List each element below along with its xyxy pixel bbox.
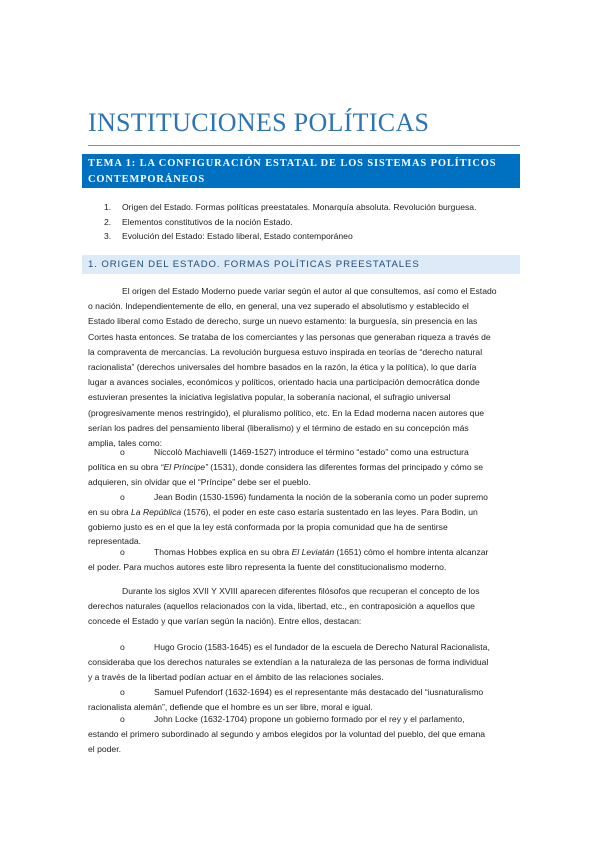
list-item-locke [88, 712, 520, 756]
paragraph-natural-rights [88, 584, 520, 630]
work-title: El Leviatán [291, 547, 335, 557]
list-item-text: Niccolò Machiavelli (1469-1527) introduce el término “estado” como una estructura [154, 447, 469, 457]
toc-item [104, 200, 476, 215]
paragraph-line: Estado liberal como Estado de derecho, surge un nuevo estamento: la burguesía, sin presencia en las [88, 316, 478, 327]
toc-number: 2. [104, 216, 112, 227]
toc-text: Evolución del Estado: Estado liberal, Estado contemporáneo [122, 231, 353, 241]
toc-number: 3. [104, 231, 112, 241]
list-item-bodin [88, 490, 520, 549]
paragraph-line: o nación. Independientemente de ello, en general, una vez superado el absolutismo y establecido el [88, 301, 469, 312]
toc-text: Origen del Estado. Formas políticas preestatales. Monarquía absoluta. Revolución burguesa. [122, 202, 477, 212]
list-item-text: (1651) cómo el hombre intenta alcanzar [334, 547, 489, 557]
toc-item [104, 215, 476, 230]
list-item-text: consideraba que los derechos naturales se extendían a la naturaleza de las personas de forma individual [88, 656, 489, 667]
list-item-text: y a través de la libertad podían actuar en el ámbito de las relaciones sociales. [88, 671, 384, 682]
list-item-text: Hugo Grocio (1583-1645) es el fundador de la escuela de Derecho Natural Racionalista, [154, 642, 490, 652]
list-item-text: Jean Bodin (1530-1596) fundamenta la noción de la soberanía como un poder supremo [154, 492, 488, 502]
list-item-hobbes [88, 545, 520, 575]
paragraph-line: Cortes hasta entonces. Se trataba de los comerciantes y las personas que generaban riqueza a través de [88, 331, 491, 342]
bullet-marker: o [120, 642, 125, 652]
toc-number: 1. [104, 202, 112, 212]
toc-text: Elementos constitutivos de la noción Estado. [122, 216, 293, 227]
list-item-text: John Locke (1632-1704) propone un gobierno formado por el rey y el parlamento, [154, 714, 465, 724]
list-item-text: adquieren, sin olvidar que el “Príncipe” debe ser el pueblo. [88, 476, 311, 487]
paragraph-line: racionalista” (derechos universales del hombre basados en la razón, la ética y la política), lo que daría [88, 362, 477, 373]
toc-item [104, 229, 476, 244]
paragraph-origin [88, 284, 520, 451]
list-item-text: (1531), donde considera las diferentes formas del principado y cómo se [207, 461, 484, 472]
paragraph-line: la compraventa de mercancías. La revolución burguesa estuvo inspirada en teorías de “derecho natural [88, 346, 483, 357]
bullet-marker: o [120, 687, 125, 697]
work-title: La República [131, 506, 182, 517]
list-item-text: estando el primero subordinado al segundo y ambos elegidos por la voluntad del pueblo, del que emana [88, 728, 486, 739]
list-item-pufendorf [88, 685, 520, 715]
list-item-text: gobierno justo es en el que la ley está conformada por la propia comunidad que ha de sentirse [88, 521, 448, 532]
paragraph-line: (progresivamente menos restringido), el pluralismo político, etc. En la Edad moderna nacen autores que [88, 407, 485, 418]
paragraph-line: derechos naturales (aquellos relacionados con la vida, libertad, etc., en contraposición a aquellos que [88, 601, 475, 612]
work-title: “El Príncipe” [160, 461, 208, 472]
list-item-text: racionalista alemán”, defiende que el hombre es un ser libre, moral e igual. [88, 701, 373, 712]
list-item-text: el poder. [88, 743, 121, 754]
paragraph-line: concede el Estado y que varían según la nación). Entre ellos, destacan: [88, 616, 362, 627]
list-item-grocio [88, 640, 520, 684]
section-heading: 1. ORIGEN DEL ESTADO. FORMAS POLÍTICAS PREESTATALES [82, 255, 520, 274]
paragraph-line: Durante los siglos XVII Y XVIII aparecen diferentes filósofos que recuperan el concepto de los [122, 586, 480, 596]
list-item-text: Samuel Pufendorf (1632-1694) es el representante más destacado del “iusnaturalismo [154, 687, 484, 697]
document-title: INSTITUCIONES POLÍTICAS [88, 108, 430, 137]
paragraph-line: El origen del Estado Moderno puede variar según el autor al que consultemos, así como el Estado [122, 286, 497, 296]
table-of-contents [104, 200, 476, 244]
list-item-text: (1576), el poder en este caso estaría sustentado en las leyes. Para Bodin, un [181, 506, 478, 517]
bullet-marker: o [120, 547, 125, 557]
paragraph-line: lugar a avances sociales, económicos y políticos, orientado hacia una participación democrática donde [88, 377, 480, 388]
bullet-marker: o [120, 447, 125, 457]
paragraph-line: amplia, tales como: [88, 438, 163, 449]
list-item-text: el poder. Para muchos autores este libro representa la fuente del constitucionalismo moderno. [88, 561, 447, 572]
list-item-text: política en su obra [88, 461, 161, 472]
list-item-text: representada. [88, 536, 142, 547]
list-item-machiavelli [88, 445, 520, 489]
paragraph-line: estuvieran presentes la iniciativa legislativa popular, la soberanía nacional, el sufragio universal [88, 392, 451, 403]
list-item-text: en su obra [88, 506, 131, 517]
tema-heading: TEMA 1: LA CONFIGURACIÓN ESTATAL DE LOS SISTEMAS POLÍTICOS CONTEMPORÁNEOS [82, 154, 520, 188]
paragraph-line: serían los padres del pensamiento liberal (liberalismo) y el término de estado en su concepción más [88, 422, 469, 433]
bullet-marker: o [120, 492, 125, 502]
list-item-text: Thomas Hobbes explica en su obra [154, 547, 292, 557]
title-underline [88, 145, 520, 146]
bullet-marker: o [120, 714, 125, 724]
